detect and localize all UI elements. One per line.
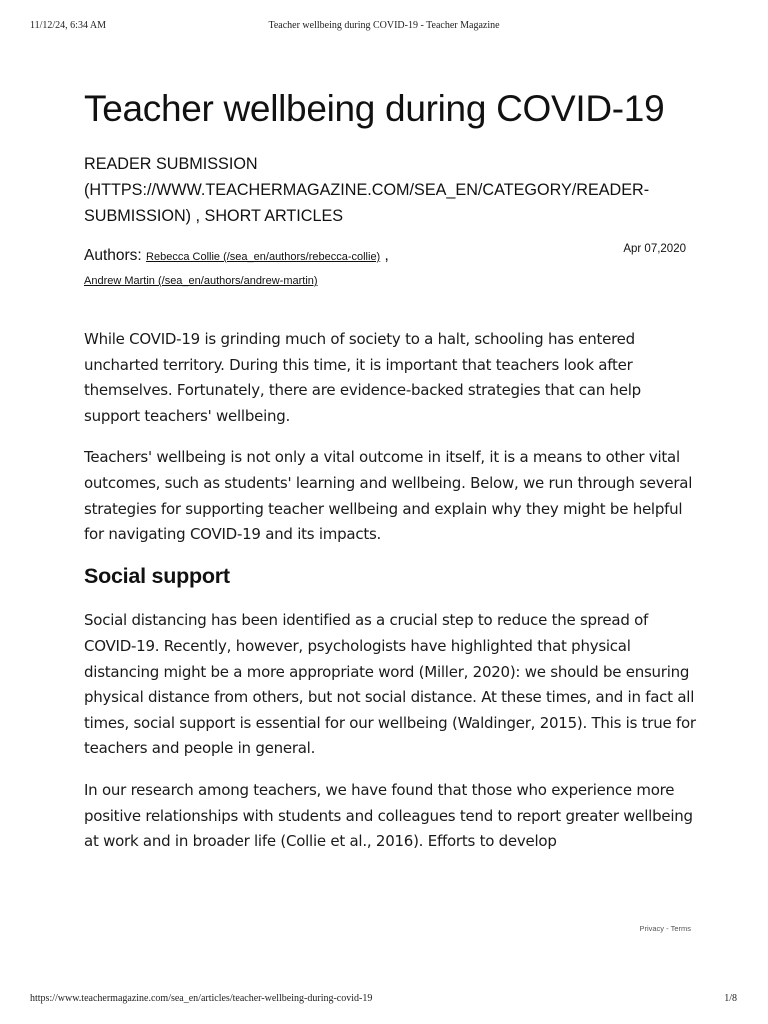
category-short-articles[interactable]: SUBMISSION) , SHORT ARTICLES [84,207,344,225]
article [84,90,696,871]
print-page-number: 1/8 [724,993,737,1004]
paragraph: Social distancing has been identified as a crucial step to reduce the spread of COVID-19. Recently, however, psychologists have highlighted that physical distancing might be a more appropriate word (Miller, 2020): we should be ensuring physical distance from others, but not social distance. At these times, and in fact all times, social support is essential for our wellbeing (Waldinger, 2015). This is true for teachers and people in general. [84,611,696,758]
paragraph: In our research among teachers, we have found that those who experience more positive relationships with students and colleagues tend to report greater wellbeing at work and in broader life (Collie et al., 2016). Efforts to develop [84,780,693,851]
author-link-andrew-martin[interactable]: Andrew Martin (/sea_en/authors/andrew-martin) [84,275,318,287]
author-separator: , [384,247,389,264]
category-reader-submission[interactable]: READER SUBMISSION [84,155,258,173]
category-url[interactable]: (HTTPS://WWW.TEACHERMAGAZINE.COM/SEA_EN/CATEGORY/READER- [84,181,650,199]
print-datetime: 11/12/24, 6:34 AM [30,20,107,31]
authors-label: Authors: [84,247,142,264]
print-page-title: Teacher wellbeing during COVID-19 - Teacher Magazine [268,20,500,31]
paragraph: While COVID-19 is grinding much of society to a halt, schooling has entered uncharted territory. During this time, it is important that teachers look after themselves. Fortunately, there are evidence-backed strategies that can help support teachers' wellbeing. [84,330,641,425]
author-link-rebecca-collie[interactable]: Rebecca Collie (/sea_en/authors/rebecca-collie) [146,251,381,263]
article-body [84,327,696,855]
recaptcha-privacy-terms[interactable]: Privacy - Terms [639,924,691,933]
section-heading: Social support [84,563,230,588]
authors-row-2 [84,275,696,287]
article-category [84,151,696,229]
article-title: Teacher wellbeing during COVID-19 [84,88,665,129]
publish-date: Apr 07,2020 [623,243,686,255]
authors-row [84,243,696,265]
print-url: https://www.teachermagazine.com/sea_en/articles/teacher-wellbeing-during-covid-19 [30,993,373,1004]
paragraph: Teachers' wellbeing is not only a vital outcome in itself, it is a means to other vital outcomes, such as students' learning and wellbeing. Below, we run through several strategies for supporting teacher wellbeing and explain why they might be helpful for navigating COVID-19 and its impacts. [84,448,693,544]
